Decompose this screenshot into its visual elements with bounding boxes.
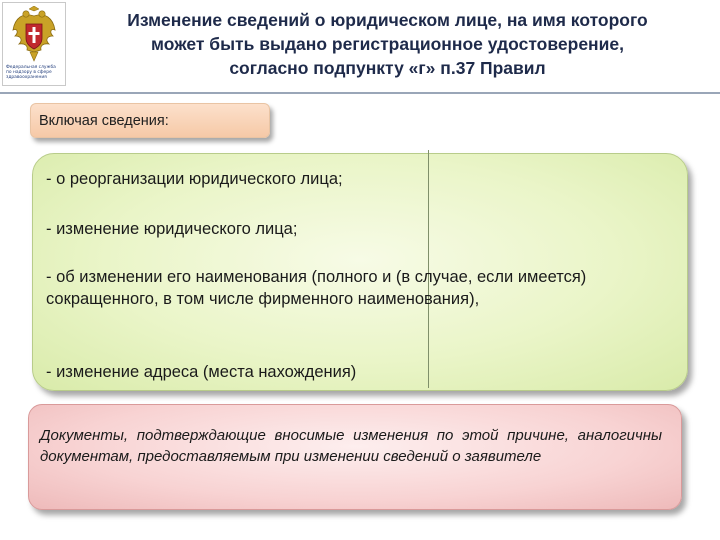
- list-item: - изменение адреса (места нахождения): [46, 363, 357, 381]
- list-item: - о реорганизации юридического лица;: [46, 170, 343, 188]
- logo-text: [6, 65, 62, 80]
- list-item: - об изменении его наименования (полного и (в случае, если имеется) сокращенного, в том числе фирменного наименования),: [46, 268, 587, 308]
- note-text: Документы, подтверждающие вносимые изменения по этой причине, аналогичны документам, предоставляемым при изменении сведений о заявителе: [40, 427, 662, 465]
- emblem-icon: [11, 6, 57, 64]
- list-item: - изменение юридического лица;: [46, 220, 298, 238]
- header-divider: [0, 92, 720, 94]
- section-tag-label: Включая сведения:: [39, 113, 169, 129]
- page-title: [75, 8, 700, 80]
- logo-text-line: здравоохранения: [6, 75, 47, 80]
- logo: [2, 2, 66, 86]
- title-line: может быть выдано регистрационное удостоверение,: [151, 34, 624, 54]
- title-line: согласно подпункту «г» п.37 Правил: [229, 58, 546, 78]
- logo-text-line: по надзору в сфере: [6, 70, 52, 75]
- title-line: Изменение сведений о юридическом лице, на имя которого: [127, 10, 648, 30]
- logo-text-line: Федеральная служба: [6, 65, 56, 70]
- section-tag: [30, 103, 270, 138]
